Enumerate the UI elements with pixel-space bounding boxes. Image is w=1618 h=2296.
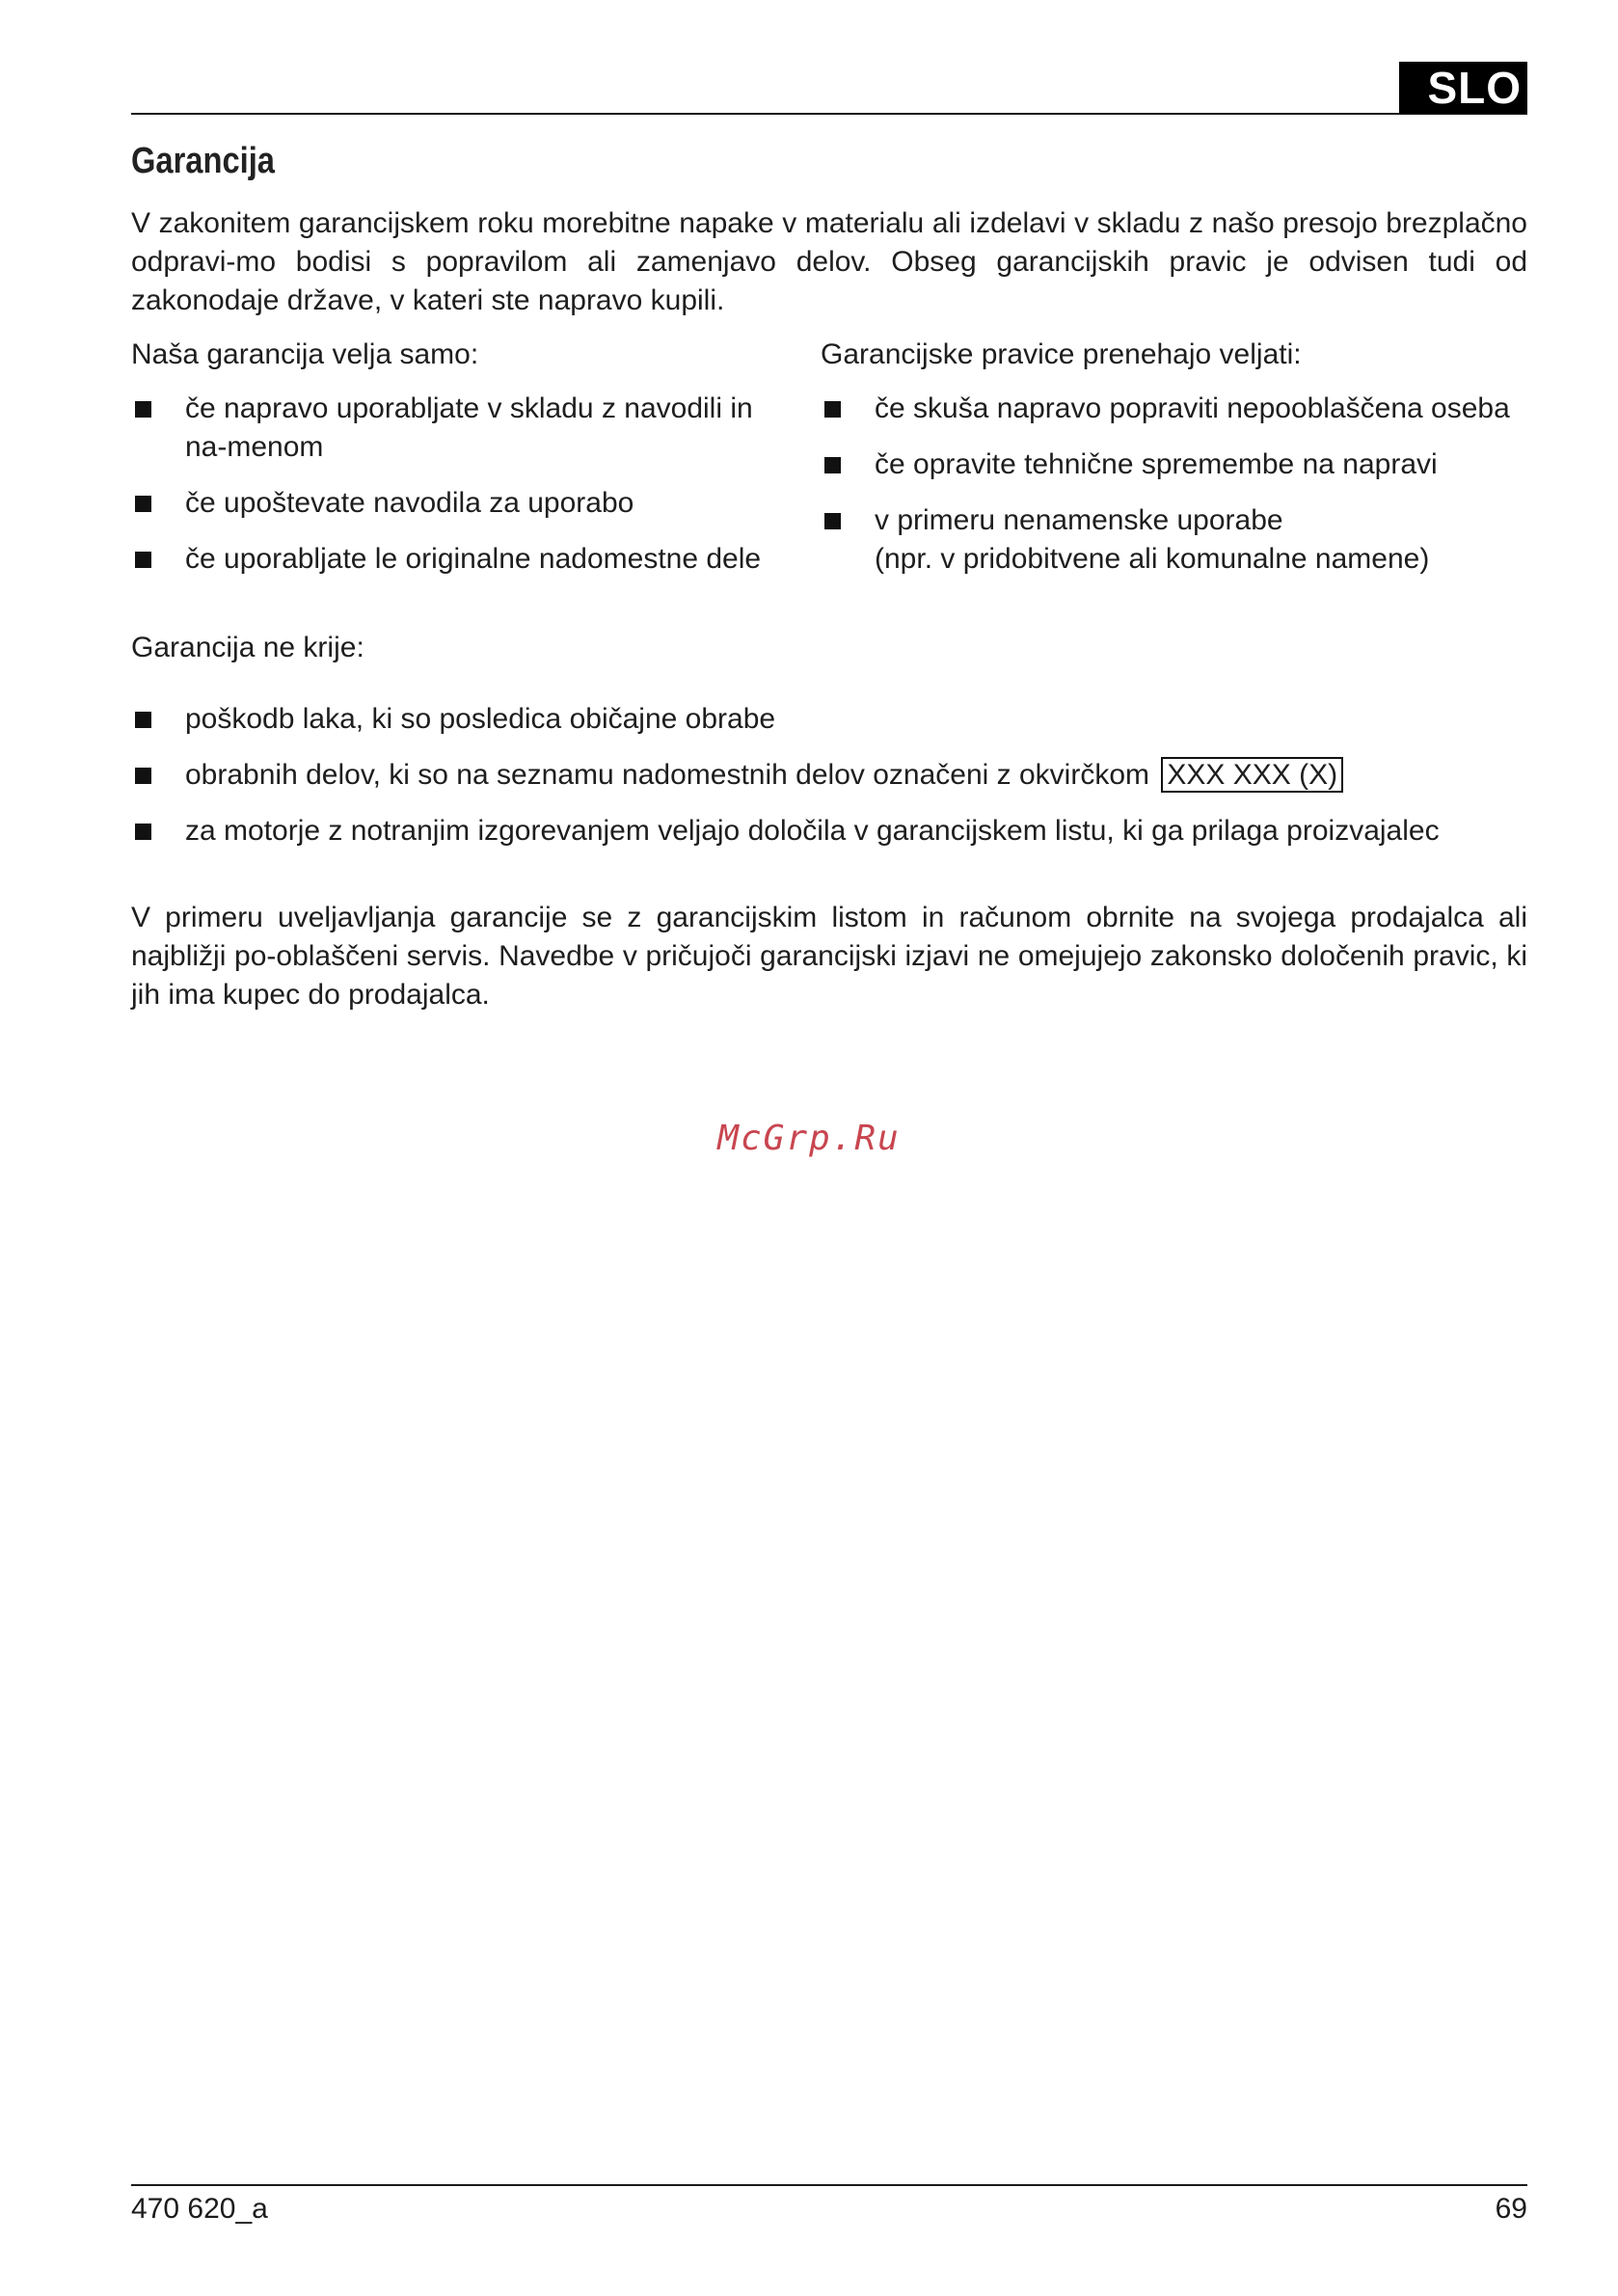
- rights-expire-list: [821, 390, 1527, 579]
- list-item-text: obrabnih delov, ki so na seznamu nadomestnih delov označeni z okvirčkom: [185, 759, 1149, 791]
- list-item-text: v primeru nenamenske uporabe: [875, 504, 1283, 536]
- bullet-square-icon: [135, 824, 151, 840]
- list-item: [821, 501, 1527, 579]
- valid-only-section: [131, 336, 768, 596]
- page-number: 69: [1495, 2193, 1527, 2225]
- list-item: [131, 390, 768, 467]
- list-item: [821, 390, 1527, 428]
- intro-paragraph: V zakonitem garancijskem roku morebitne napake v materialu ali izdelavi v skladu z našo presojo brezplačno odpravi-mo bodisi s popravilom ali zamenjavo delov. Obseg garancijskih pravic je odvisen tudi od zakonodaje države, v kateri ste napravo kupili.: [131, 207, 1527, 316]
- bullet-square-icon: [824, 401, 841, 418]
- rights-expire-heading: Garancijske pravice prenehajo veljati:: [821, 338, 1302, 370]
- list-item: [131, 812, 1527, 851]
- list-item-text: za motorje z notranjim izgorevanjem veljajo določila v garancijskem listu, ki ga prilaga proizvajalec: [185, 815, 1440, 847]
- header-rule: [131, 113, 1527, 115]
- valid-only-list: [131, 390, 768, 579]
- list-item: [131, 484, 768, 523]
- language-badge: SLO: [1399, 62, 1527, 114]
- bullet-square-icon: [824, 513, 841, 529]
- footer-rule: [131, 2184, 1527, 2186]
- bullet-square-icon: [135, 768, 151, 784]
- list-item: [131, 756, 1527, 795]
- exclusions-list: [131, 700, 1527, 868]
- list-item: [131, 700, 1527, 739]
- rights-expire-section: [821, 336, 1527, 596]
- list-item-text: če uporabljate le originalne nadomestne dele: [185, 543, 762, 575]
- list-item-text: če skuša napravo popraviti nepooblaščena oseba: [875, 392, 1510, 424]
- closing-paragraph: V primeru uveljavljanja garancije se z garancijskim listom in računom obrnite na svojega prodajalca ali najbližji po-oblaščeni servis. Navedbe v pričujoči garancijski izjavi ne omejujejo zakonsko določenih pravic, ki jih ima kupec do prodajalca.: [131, 902, 1527, 1011]
- list-item-text: poškodb laka, ki so posledica običajne obrabe: [185, 703, 776, 735]
- list-item-text: če napravo uporabljate v skladu z navodili in na-menom: [185, 392, 753, 463]
- bullet-square-icon: [135, 496, 151, 512]
- list-item-text: če opravite tehnične spremembe na napravi: [875, 448, 1438, 480]
- bullet-square-icon: [135, 552, 151, 568]
- list-item: [131, 540, 768, 579]
- page-title: Garancija: [131, 141, 275, 181]
- list-item-text: če upoštevate navodila za uporabo: [185, 487, 634, 519]
- exclusions-heading: Garancija ne krije:: [131, 632, 364, 663]
- bullet-square-icon: [824, 457, 841, 473]
- bullet-square-icon: [135, 712, 151, 728]
- list-item-note: (npr. v pridobitvene ali komunalne namene): [875, 543, 1430, 575]
- watermark: McGrp.Ru: [717, 1119, 901, 1158]
- valid-only-heading: Naša garancija velja samo:: [131, 338, 479, 370]
- document-code: 470 620_a: [131, 2193, 268, 2225]
- list-item: [821, 446, 1527, 484]
- framed-part-code: XXX XXX (X): [1161, 757, 1343, 793]
- bullet-square-icon: [135, 401, 151, 418]
